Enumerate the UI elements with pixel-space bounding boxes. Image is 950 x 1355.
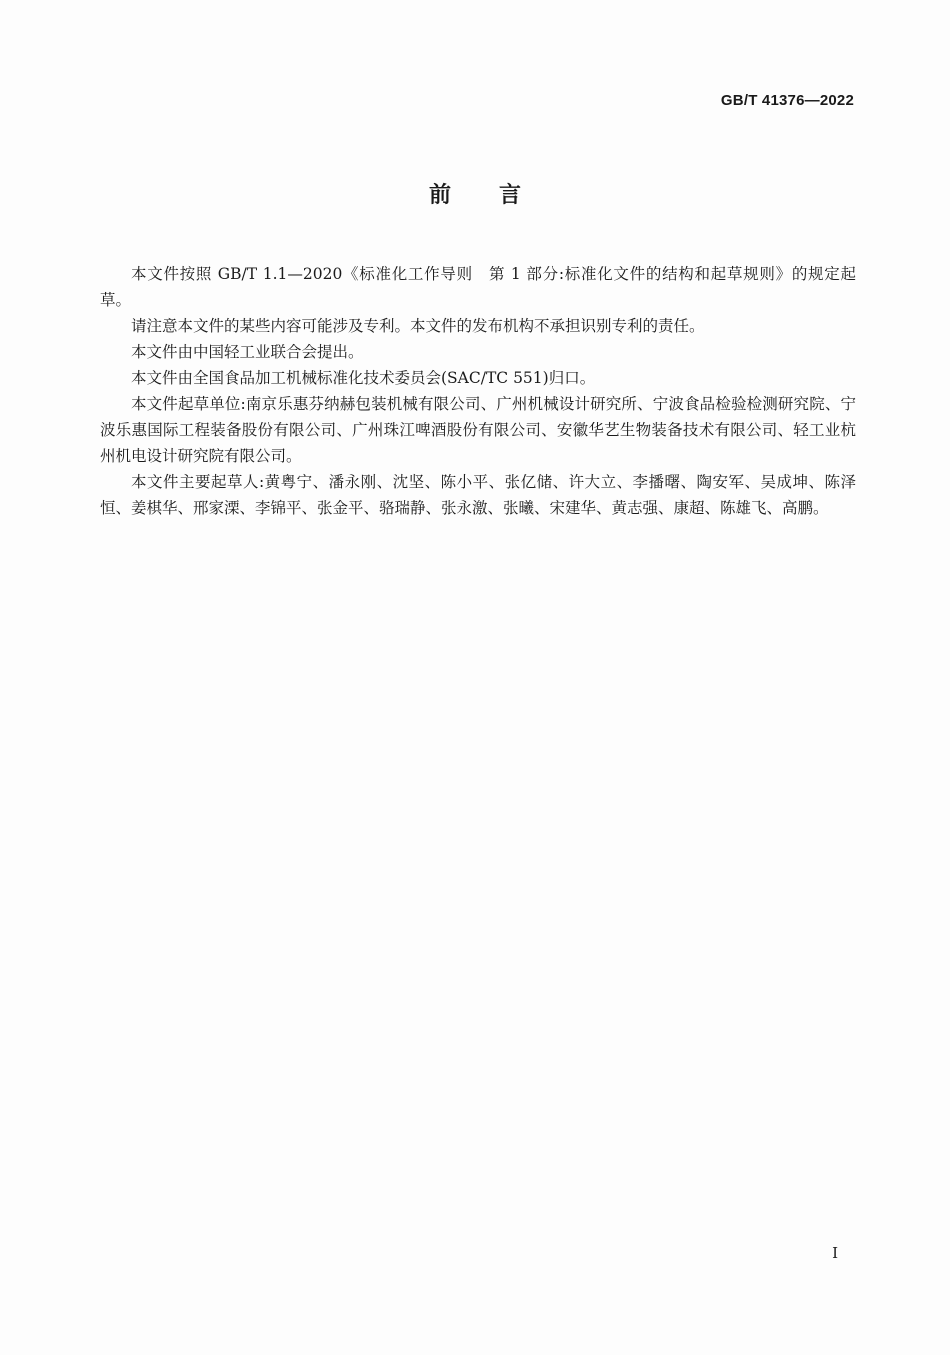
page-number: I xyxy=(832,1244,838,1262)
page-title: 前言 xyxy=(428,183,569,208)
paragraph-drafters: 本文件主要起草人:黄粤宁、潘永刚、沈坚、陈小平、张亿储、许大立、李播曙、陶安军、吴成坤、陈泽恒、姜棋华、邢家溧、李锦平、张金平、骆瑞静、张永激、张曦、宋建华、黄志强、康超、陈雄飞、高鹏。 xyxy=(100,473,856,517)
paragraph-centralized-by: 本文件由全国食品加工机械标准化技术委员会(SAC/TC 551)归口。 xyxy=(131,369,596,387)
standard-number: GB/T 41376—2022 xyxy=(720,92,854,109)
paragraph-drafting-rules: 本文件按照 GB/T 1.1—2020《标准化工作导则 第 1 部分:标准化文件的结构和起草规则》的规定起草。 xyxy=(100,265,856,309)
paragraph-proposer: 本文件由中国轻工业联合会提出。 xyxy=(131,343,364,361)
paragraph-drafting-units: 本文件起草单位:南京乐惠芬纳赫包装机械有限公司、广州机械设计研究所、宁波食品检验检测研究院、宁波乐惠国际工程装备股份有限公司、广州珠江啤酒股份有限公司、安徽华艺生物装备技术有限公司、轻工业杭州机电设计研究院有限公司。 xyxy=(100,395,856,465)
paragraph-patent-notice: 请注意本文件的某些内容可能涉及专利。本文件的发布机构不承担识别专利的责任。 xyxy=(131,317,705,335)
foreword-body xyxy=(100,261,856,521)
